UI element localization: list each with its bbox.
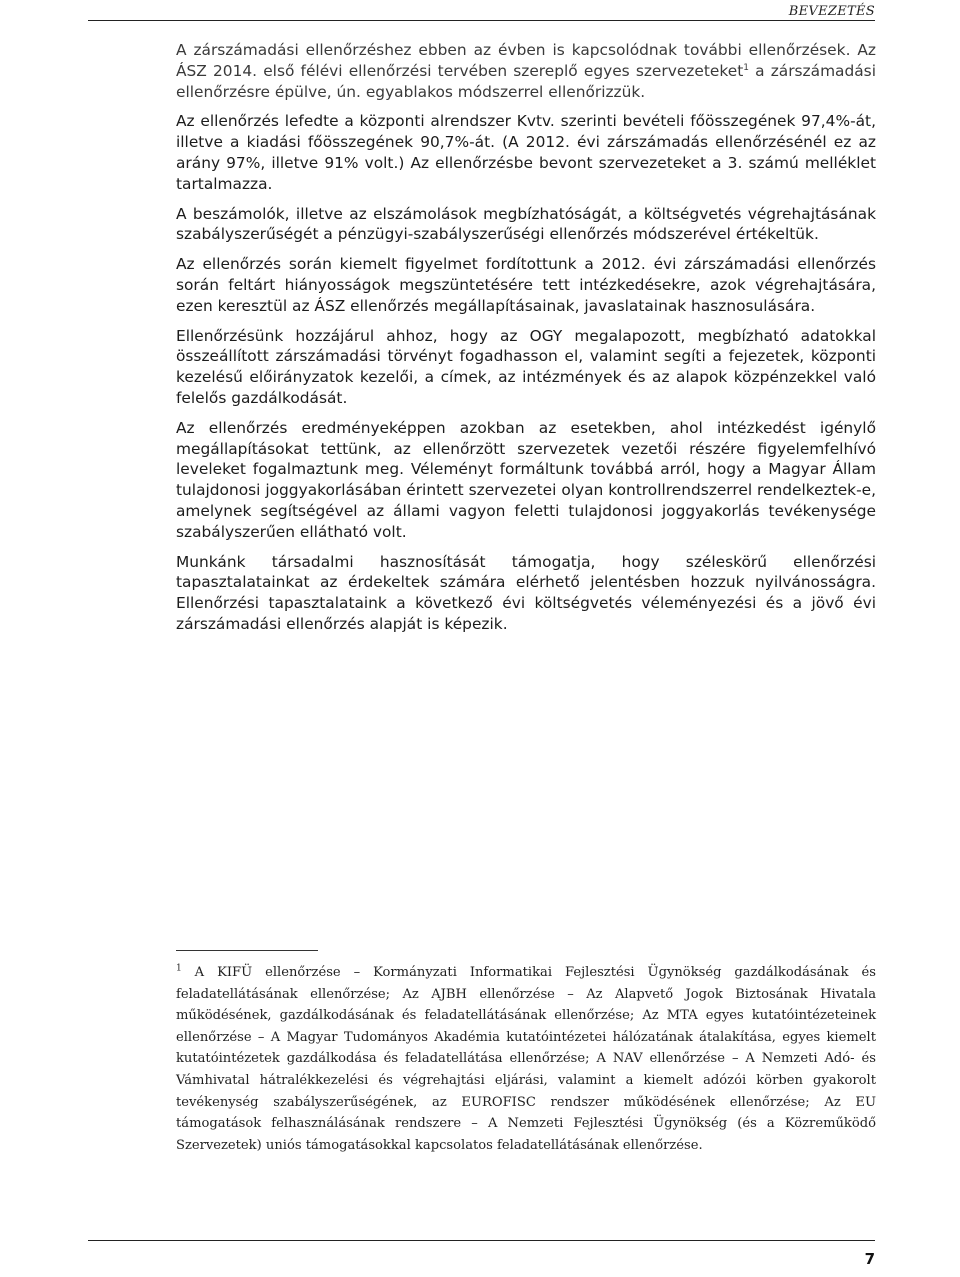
paragraph-1-text: A zárszámadási ellenőrzéshez ebben az évben is kapcsolódnak további ellenőrzések. Az ÁSZ 2014. első félévi ellenőrzési tervében szereplő egyes szervezeteket	[176, 41, 876, 80]
footnote	[176, 962, 876, 1156]
footnote-divider	[176, 950, 318, 951]
footer-divider	[88, 1240, 875, 1241]
paragraph-7: Munkánk társadalmi hasznosítását támogatja, hogy széleskörű ellenőrzési tapasztalatainkat az érdekeltek számára elérhető jelentésben hozzuk nyilvánosságra. Ellenőrzési tapasztalataink a következő évi költségvetés véleményezési és a jövő évi zárszámadási ellenőrzés alapját is képezik.	[176, 552, 876, 633]
paragraph-1-text-continued: a zárszámadási ellenőrzésre épülve, ún. egyablakos módszerrel ellenőrizzük.	[176, 61, 876, 101]
footnote-reference[interactable]: 1	[743, 62, 749, 73]
paragraph-2: Az ellenőrzés lefedte a központi alrendszer Kvtv. szerinti bevételi főösszegének 97,4%-át, illetve a kiadási főösszegének 90,7%-át. (A 2012. évi zárszámadás ellenőrzésénél ez az arány 97%, illetve 91% volt.) Az ellenőrzésbe bevont szervezeteket a 3. számú melléklet tartalmazza.	[176, 112, 876, 193]
footnote-text: A KIFÜ ellenőrzése – Kormányzati Informatikai Fejlesztési Ügynökség gazdálkodásának és feladatellátásának ellenőrzése; Az AJBH ellenőrzése – Az Alapvető Jogok Biztosának Hivatala működésének, gazdálkodásának és feladatellátásának ellenőrzése; Az MTA egyes kutatóintézeteinek ellenőrzése – A Magyar Tudományos Akadémia kutatóintézetei hálózatának átalakítása, egyes kiemelt kutatóintézetek gazdálkodása és feladatellátása ellenőrzése; A NAV ellenőrzése – A Nemzeti Adó- és Vámhivatal hátralékkezelési és végrehajtási eljárási, valamint a kiemelt adózói körben gyakorolt tevékenység szabályszerűségének, az EUROFISC rendszer működésének ellenőrzése; Az EU támogatások felhasználásának rendszere – A Nemzeti Fejlesztési Ügynökség (és a Közreműködő Szervezetek) uniós támogatásokkal kapcsolatos feladatellátásának ellenőrzése.	[176, 965, 876, 1153]
section-title: BEVEZETÉS	[788, 4, 875, 19]
page-number: 7	[864, 1250, 875, 1268]
paragraph-3: A beszámolók, illetve az elszámolások megbízhatóságát, a költségvetés végrehajtásának szabályszerűségét a pénzügyi-szabályszerűségi ellenőrzés módszerével értékeltük.	[176, 204, 876, 244]
paragraph-1	[176, 40, 876, 102]
paragraph-5: Ellenőrzésünk hozzájárul ahhoz, hogy az OGY megalapozott, megbízható adatokkal összeállított zárszámadási törvényt fogadhasson el, valamint segíti a fejezetek, központi kezelésű előirányzatok kezelői, a címek, az intézmények és az alapok közpénzekkel való felelős gazdálkodását.	[176, 326, 876, 407]
footnote-marker: 1	[176, 963, 182, 974]
paragraph-6: Az ellenőrzés eredményeképpen azokban az esetekben, ahol intézkedést igénylő megállapításokat tettünk, az ellenőrzött szervezetek vezetői részére figyelemfelhívó leveleket fogalmaztunk meg. Véleményt formáltunk továbbá arról, hogy a Magyar Állam tulajdonosi joggyakorlásában érintett szervezetei olyan kontrollrendszerrel rendelkeztek-e, amelynek segítségével az állami vagyon feletti tulajdonosi joggyakorlás tevékenysége szabályszerűen ellátható volt.	[176, 418, 876, 541]
paragraph-4: Az ellenőrzés során kiemelt figyelmet fordítottunk a 2012. évi zárszámadási ellenőrzés során feltárt hiányosságok megszüntetésére tett intézkedésekre, azok végrehajtására, ezen keresztül az ÁSZ ellenőrzés megállapításainak, javaslatainak hasznosulására.	[176, 255, 876, 315]
page-header	[88, 0, 875, 21]
body-text	[176, 40, 876, 644]
